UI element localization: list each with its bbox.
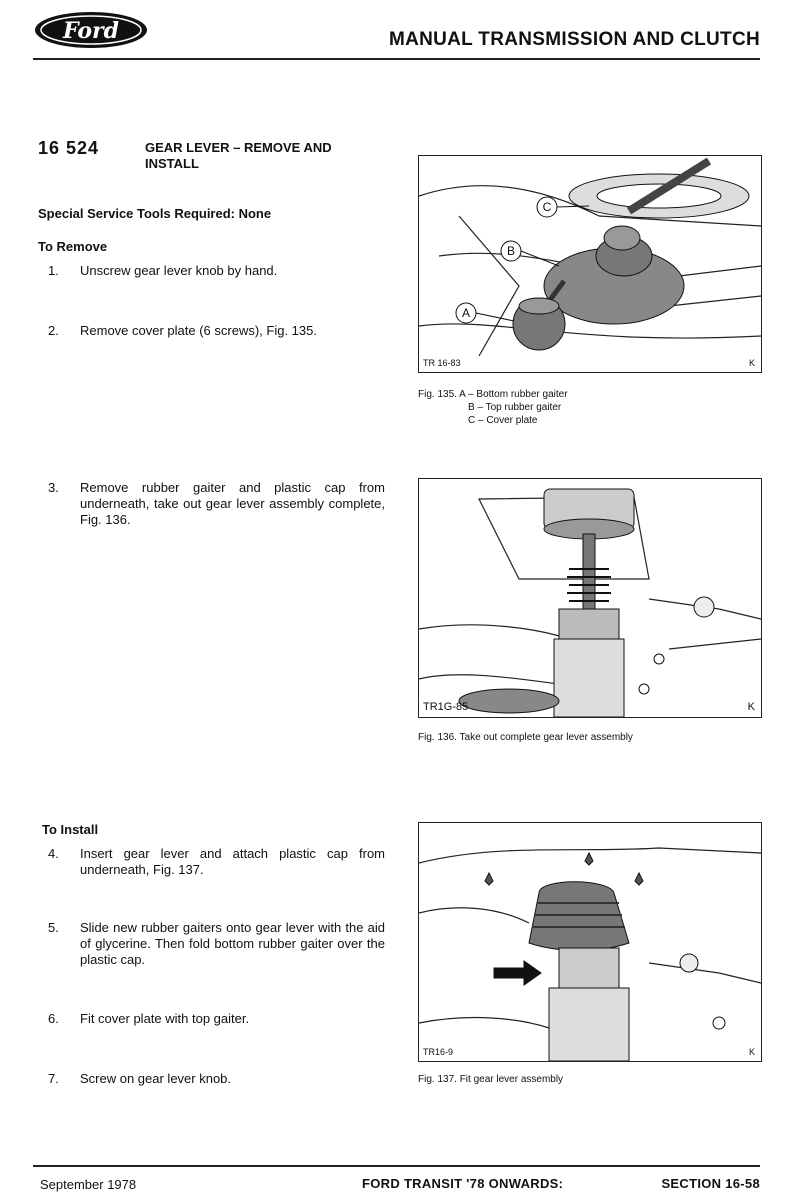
step-number: 4. (48, 846, 59, 861)
caption-lead: Fig. 135. (418, 389, 457, 400)
step-text: Fit cover plate with top gaiter. (80, 1011, 250, 1026)
special-tools-note: Special Service Tools Required: None (38, 206, 272, 221)
footer-section: SECTION 16-58 (661, 1176, 760, 1191)
label-c: C (542, 200, 552, 214)
step-number: 6. (48, 1011, 59, 1026)
figure-135 (418, 155, 762, 373)
step-text: Remove rubber gaiter and plastic cap from underneath, take out gear lever assembly complete, Fig. 136. (80, 480, 385, 527)
step-text: Remove cover plate (6 screws), Fig. 135. (80, 323, 317, 338)
figure-corner-mark: K (747, 701, 755, 713)
footer-rule (33, 1165, 760, 1167)
section-number: 16 524 (38, 138, 100, 158)
step-number: 2. (48, 323, 59, 338)
install-heading: To Install (42, 822, 99, 837)
brand-text: Ford (62, 18, 120, 44)
step-5 (40, 920, 385, 968)
ford-logo (33, 10, 149, 50)
caption-137: Fig. 137. Fit gear lever assembly (418, 1074, 564, 1085)
figure-corner-mark: K (748, 1047, 755, 1057)
figure-137 (418, 822, 762, 1062)
header-title: MANUAL TRANSMISSION AND CLUTCH (388, 29, 760, 50)
figure-tag: TR 16-83 (423, 358, 461, 368)
header-rule (33, 58, 760, 60)
figure-tag: TR16-9 (423, 1047, 454, 1057)
caption-135 (418, 388, 568, 427)
step-text: Insert gear lever and attach plastic cap from underneath, Fig. 137. (80, 846, 385, 877)
install-illustration (419, 823, 761, 1061)
remove-heading: To Remove (38, 239, 108, 254)
figure-tag: TR1G-85 (423, 701, 469, 713)
step-2 (40, 323, 385, 339)
step-text: Screw on gear lever knob. (80, 1071, 232, 1086)
step-number: 1. (48, 263, 59, 278)
caption-line: C – Cover plate (468, 415, 538, 426)
label-b: B (506, 244, 516, 258)
footer-date: September 1978 (40, 1177, 137, 1192)
step-1 (40, 263, 385, 279)
section-title: GEAR LEVER – REMOVE AND INSTALL (145, 140, 332, 171)
caption-line: B – Top rubber gaiter (468, 402, 562, 413)
gear-lever-illustration (419, 479, 761, 717)
footer-model: FORD TRANSIT '78 ONWARDS: (362, 1176, 564, 1191)
step-number: 5. (48, 920, 59, 935)
step-number: 7. (48, 1071, 59, 1086)
caption-136: Fig. 136. Take out complete gear lever assembly (418, 732, 633, 743)
figure-corner-mark: K (748, 358, 755, 368)
step-number: 3. (48, 480, 59, 495)
step-4 (40, 846, 385, 878)
label-a: A (461, 306, 471, 320)
step-3 (40, 480, 385, 528)
step-text: Slide new rubber gaiters onto gear lever with the aid of glycerine. Then fold bottom rubber gaiter over the plastic cap. (80, 920, 385, 967)
caption-line: A – Bottom rubber gaiter (459, 389, 568, 400)
gaiter-illustration (419, 156, 761, 372)
step-text: Unscrew gear lever knob by hand. (80, 263, 278, 278)
step-6 (40, 1011, 385, 1027)
step-7 (40, 1071, 385, 1087)
figure-136 (418, 478, 762, 718)
